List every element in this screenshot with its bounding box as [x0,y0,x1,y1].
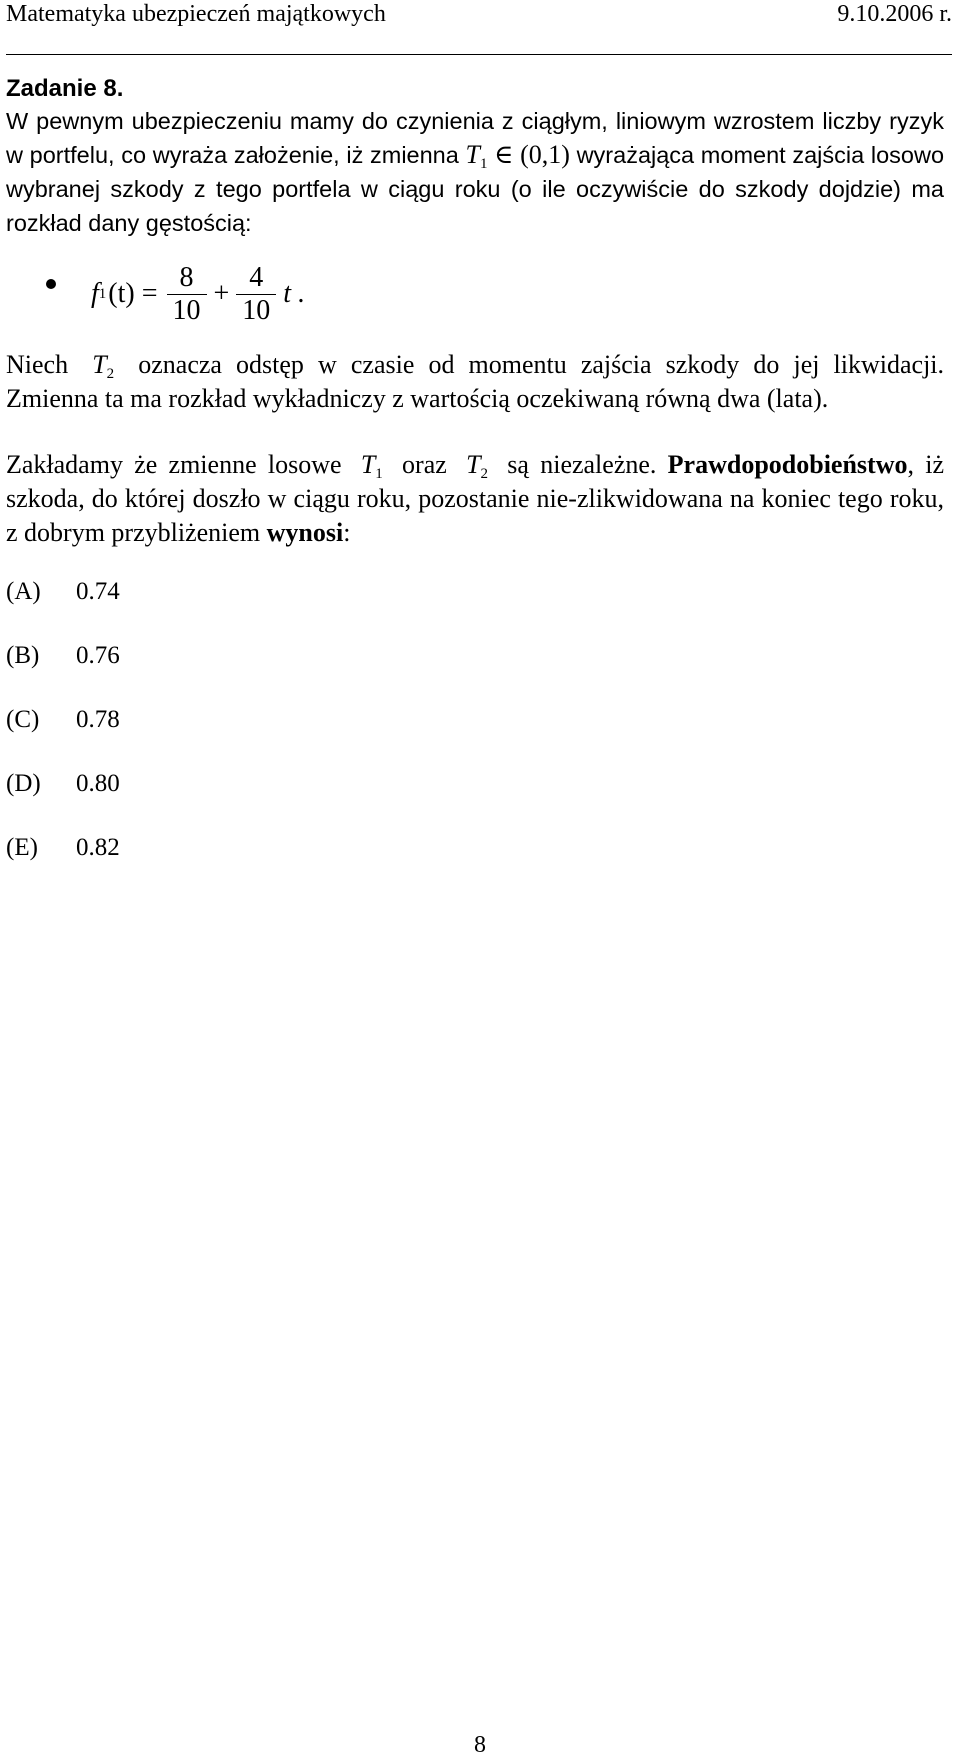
bullet-icon [46,279,56,289]
answer-c: (C) 0.78 [6,706,120,733]
answer-list [6,560,944,880]
p3-bold-probability: Prawdopodobieństwo [667,450,908,479]
p1-text-a: W pewnym ubezpieczeniu mamy do czynienia z ciągłym, liniowym wzrostem liczby ryzyk w portfelu, co wyraża założenie, iż zmienna [6,108,944,168]
task-content [6,74,944,880]
p3-text-b: są niezależne. [507,450,657,479]
header-date: 9.10.2006 r. [837,1,952,27]
var-t2-ref: $T_2$ [466,450,489,482]
header-subject: Matematyka ubezpieczeń majątkowych [6,1,386,27]
var-t1: $T_1$ [465,140,488,172]
answer-a: (A) 0.74 [6,578,120,605]
p2-text-b: oznacza odstęp w czasie od momentu zajścia szkody do jej likwidacji. Zmienna ta ma rozkład wykładniczy z wartością oczekiwaną równą dwa (lata). [6,350,945,413]
task-paragraph-2 [6,348,944,416]
formula-f: f [91,278,99,309]
header-rule [6,54,952,55]
page-number: 8 [474,1732,486,1758]
fraction-1: $\frac{8}{10}$ [167,262,207,327]
var-t1-ref: $T_1$ [360,450,383,482]
p2-text-a: Niech [6,350,69,379]
membership-interval: ∈ (0,1) [494,140,570,169]
formula-t: t . [283,278,306,309]
task-paragraph-1 [6,104,944,240]
answer-b: (B) 0.76 [6,642,120,669]
p3-text-c: , iż szkoda, do której doszło w ciągu roku, pozostanie nie-zlikwidowana na koniec tego roku, z dobrym przybliżeniem [6,450,945,547]
answer-e: (E) 0.82 [6,834,120,861]
page-header [6,0,952,30]
p3-bold-wynosi: wynosi [266,518,344,547]
var-t2: $T_2$ [92,350,115,382]
p3-text-a: Zakładamy że zmienne losowe [6,450,342,479]
p3-mid: oraz [402,450,447,479]
formula-arg: (t) = [108,278,158,309]
formula-plus: + [213,278,230,309]
density-formula: f 1 (t) = $\frac{8}{10}$ + $\frac{4}{10}$ t . [91,261,306,326]
task-title: Zadanie 8. [6,75,124,102]
answer-d: (D) 0.80 [6,770,120,797]
p1-text-b: wyrażająca moment zajścia losowo wybranej szkody z tego portfela w ciągu roku (o ile oczywiście do szkody dojdzie) ma rozkład dany gęstością: [6,142,945,236]
density-formula-item [6,244,944,344]
p3-text-d: : [343,518,351,547]
fraction-2: $\frac{4}{10}$ [236,262,276,327]
task-paragraph-3 [6,448,944,550]
